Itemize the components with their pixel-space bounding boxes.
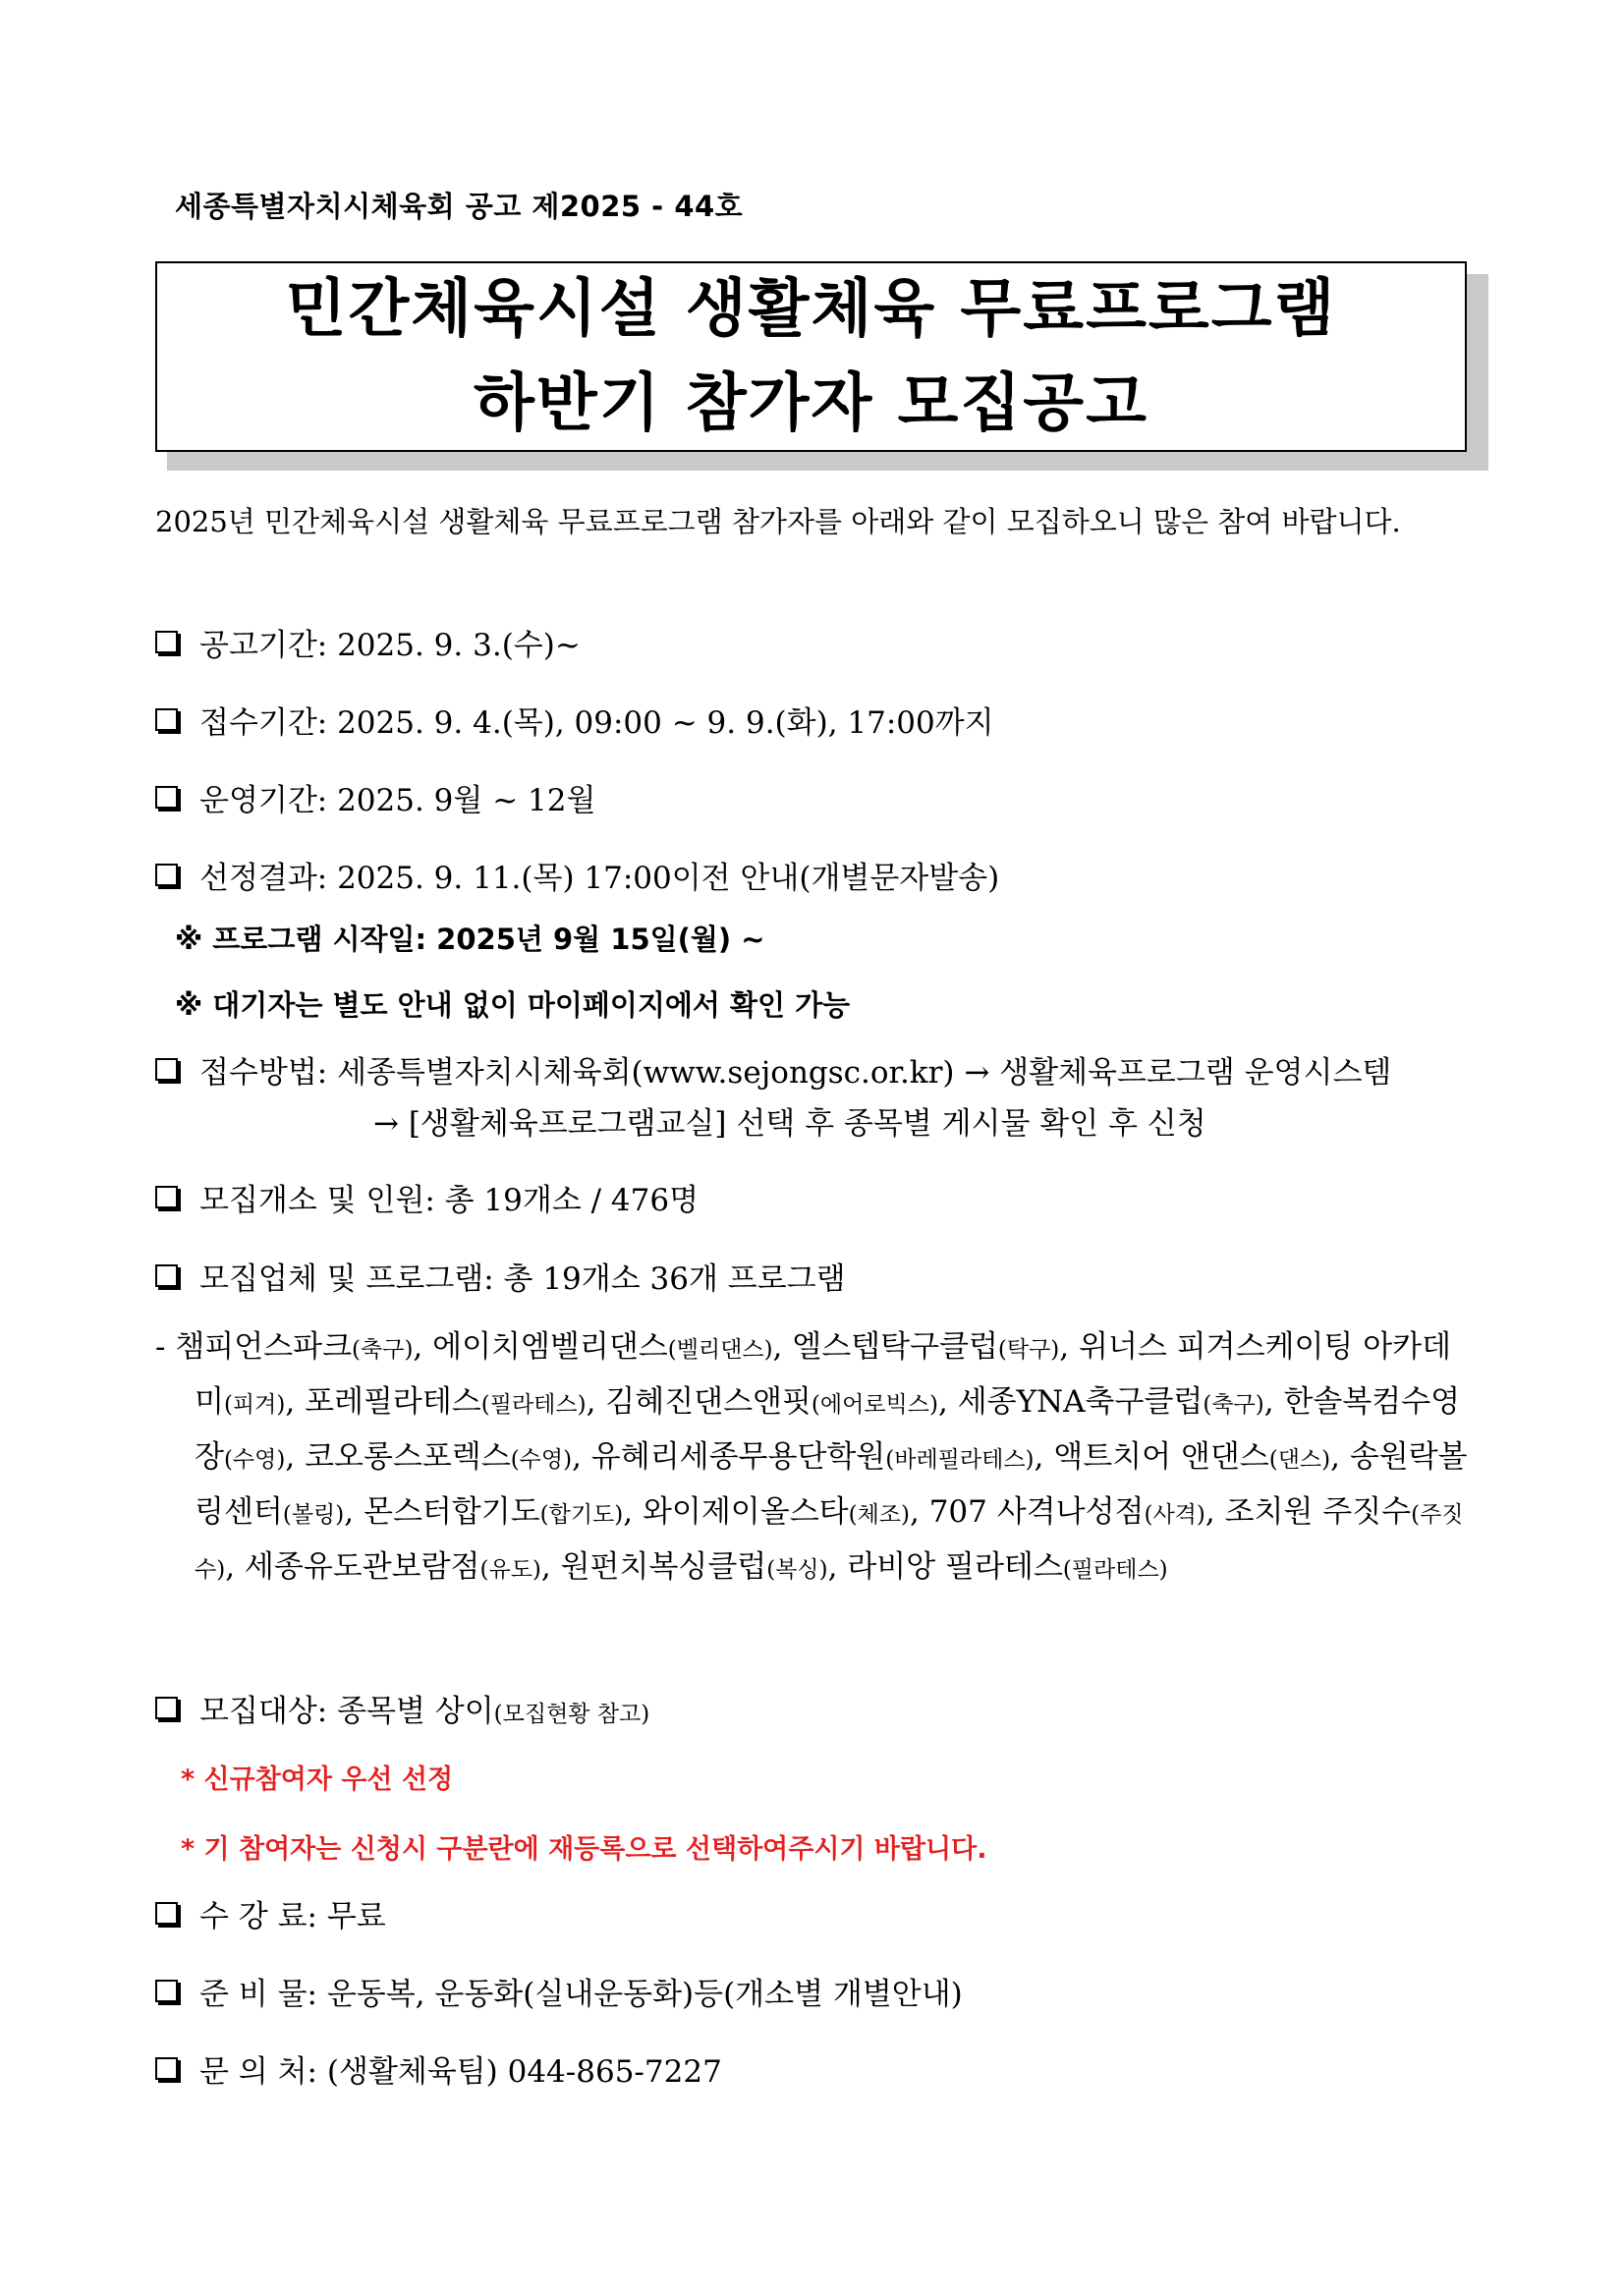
item-recruit-count: [155, 1175, 699, 1219]
separator: ,: [285, 1384, 306, 1420]
facility-item: [929, 1494, 1225, 1530]
checkbox-bullet-icon: [155, 708, 178, 731]
facility-item: [561, 1549, 848, 1585]
facility-name: 라비앙 필라테스: [847, 1549, 1063, 1585]
facility-sport: (사격): [1144, 1502, 1205, 1528]
facility-list: [155, 1321, 1472, 1596]
title-line-1: 민간체육시설 생활체육 무료프로그램: [285, 273, 1337, 346]
facility-item: [847, 1549, 1167, 1585]
item-fee: [155, 1891, 386, 1935]
facility-item: [364, 1494, 643, 1530]
facility-sport: (주짓수): [195, 1502, 1464, 1583]
separator: ,: [1034, 1439, 1054, 1475]
item-supplies: [155, 1969, 963, 2013]
separator: ,: [586, 1384, 606, 1420]
facility-name: 김혜진댄스앤핏: [605, 1384, 812, 1420]
facility-name: 조치원 주짓수: [1224, 1494, 1412, 1530]
facility-name: 707 사격나성점: [928, 1494, 1145, 1530]
facility-sport: (체조): [848, 1502, 910, 1528]
item-text: 문 의 처: (생활체육팀) 044-865-7227: [199, 2054, 722, 2090]
separator: ,: [623, 1494, 643, 1530]
facility-sport: (댄스): [1268, 1447, 1331, 1473]
facility-name: 세종유도관보람점: [244, 1549, 480, 1585]
item-operation-period: [155, 775, 595, 819]
facility-item: [305, 1384, 605, 1420]
separator: ,: [572, 1439, 591, 1475]
red-note-returning-participants: * 기 참여자는 신청시 구분란에 재등록으로 선택하여주시기 바랍니다.: [181, 1834, 987, 1865]
separator: ,: [909, 1494, 929, 1530]
item-contact: [155, 2046, 722, 2091]
separator: ,: [937, 1384, 958, 1420]
facility-sport: (볼링): [282, 1502, 345, 1528]
facility-sport: (수영): [510, 1447, 573, 1473]
item-recruit-target: [155, 1686, 649, 1730]
checkbox-bullet-icon: [155, 1697, 178, 1719]
item-text: 모집업체 및 프로그램: 총 19개소 36개 프로그램: [199, 1261, 846, 1297]
facility-name: 원펀치복싱클럽: [560, 1549, 767, 1585]
separator: ,: [1263, 1384, 1284, 1420]
checkbox-bullet-icon: [155, 1186, 178, 1208]
facility-item: [1053, 1439, 1350, 1475]
intro-paragraph: 2025년 민간체육시설 생활체육 무료프로그램 참가자를 아래와 같이 모집하오니 많은 참여 바랍니다.: [155, 505, 1401, 538]
note-waitlist: ※ 대기자는 별도 안내 없이 마이페이지에서 확인 가능: [175, 988, 851, 1022]
checkbox-bullet-icon: [155, 2057, 178, 2080]
facility-name: 세종YNA축구클럽: [957, 1384, 1204, 1420]
facility-name: 와이제이올스타: [642, 1494, 849, 1530]
item-text: 공고기간: 2025. 9. 3.(수)~: [199, 628, 581, 663]
facility-item: [432, 1329, 792, 1365]
checkbox-bullet-icon: [155, 1902, 178, 1925]
separator: ,: [1330, 1439, 1350, 1475]
separator: ,: [344, 1494, 364, 1530]
item-recruit-programs: [155, 1254, 846, 1298]
facility-name: 엘스텝탁구클럽: [792, 1329, 998, 1365]
facility-name: 송원락볼링센터: [195, 1439, 1468, 1530]
checkbox-bullet-icon: [155, 786, 178, 809]
facility-sport: (축구): [1203, 1392, 1264, 1418]
item-text: 모집대상: 종목별 상이: [199, 1694, 494, 1729]
facility-item: [958, 1384, 1284, 1420]
facility-sport: (벨리댄스): [667, 1337, 773, 1363]
list-dash: -: [155, 1329, 176, 1365]
item-text: 접수방법: 세종특별자치시체육회(www.sejongsc.or.kr) → 생활체육프로그램 운영시스템: [199, 1055, 1392, 1091]
item-selection-result: [155, 853, 999, 897]
item-reception-period: [155, 698, 994, 742]
facility-item: [605, 1384, 957, 1420]
facility-name: 액트치어 앤댄스: [1053, 1439, 1269, 1475]
facility-paragraph: [155, 1321, 1472, 1596]
facility-sport: (에어로빅스): [811, 1392, 938, 1418]
item-text: 준 비 물: 운동복, 운동화(실내운동화)등(개소별 개별안내): [199, 1977, 963, 2012]
facility-item: [792, 1329, 1079, 1365]
item-text: 수 강 료: 무료: [199, 1899, 386, 1934]
facility-name: 몬스터합기도: [363, 1494, 540, 1530]
separator: ,: [827, 1549, 848, 1585]
separator: ,: [772, 1329, 793, 1365]
item-text: 접수기간: 2025. 9. 4.(목), 09:00 ~ 9. 9.(화), 17:00까지: [199, 705, 994, 741]
facility-sport: (합기도): [539, 1502, 624, 1528]
separator: ,: [285, 1439, 306, 1475]
item-reception-method: [155, 1047, 1391, 1092]
checkbox-bullet-icon: [155, 1980, 178, 2002]
checkbox-bullet-icon: [155, 1058, 178, 1081]
facility-name: 코오롱스포렉스: [305, 1439, 511, 1475]
facility-name: 위너스 피겨스케이팅 아카데미: [195, 1329, 1452, 1420]
facility-sport: (바레필라테스): [885, 1447, 1035, 1473]
checkbox-bullet-icon: [155, 1264, 178, 1287]
checkbox-bullet-icon: [155, 864, 178, 886]
facility-item: [643, 1494, 929, 1530]
facility-sport: (축구): [352, 1337, 414, 1363]
facility-item: [175, 1329, 432, 1365]
target-note: (모집현황 참고): [493, 1702, 650, 1727]
checkbox-bullet-icon: [155, 631, 178, 653]
facility-sport: (유도): [479, 1557, 541, 1583]
facility-name: 유혜리세종무용단학원: [590, 1439, 886, 1475]
facility-name: 챔피언스파크: [175, 1329, 353, 1365]
facility-sport: (피겨): [223, 1392, 286, 1418]
facility-item: [591, 1439, 1053, 1475]
facility-name: 포레필라테스: [305, 1384, 481, 1420]
title-line-2: 하반기 참가자 모집공고: [474, 367, 1148, 440]
facility-item: [305, 1439, 591, 1475]
separator: ,: [1204, 1494, 1225, 1530]
facility-name: 에이치엠벨리댄스: [432, 1329, 668, 1365]
separator: ,: [413, 1329, 433, 1365]
facility-item: [245, 1549, 561, 1585]
separator: ,: [225, 1549, 245, 1585]
item-text: 모집개소 및 인원: 총 19개소 / 476명: [199, 1183, 700, 1218]
item-reception-method-line2: → [생활체육프로그램교실] 선택 후 종목별 게시물 확인 후 신청: [373, 1106, 1206, 1142]
note-program-start: ※ 프로그램 시작일: 2025년 9월 15일(월) ~: [175, 923, 765, 956]
facility-sport: (복싱): [766, 1557, 828, 1583]
separator: ,: [540, 1549, 561, 1585]
item-text: 선정결과: 2025. 9. 11.(목) 17:00이전 안내(개별문자발송): [199, 861, 1000, 896]
facility-sport: (수영): [223, 1447, 286, 1473]
title-box: [155, 261, 1467, 452]
facility-name: 한솔복컴수영장: [195, 1384, 1461, 1475]
notice-number: 세종특별자치시체육회 공고 제2025 - 44호: [175, 190, 744, 223]
facility-sport: (필라테스): [480, 1392, 587, 1418]
item-announcement-period: [155, 620, 581, 664]
red-note-new-participants: * 신규참여자 우선 선정: [181, 1764, 454, 1795]
facility-sport: (탁구): [997, 1337, 1060, 1363]
facility-sport: (필라테스): [1062, 1557, 1168, 1583]
separator: ,: [1059, 1329, 1079, 1365]
item-text: 운영기간: 2025. 9월 ~ 12월: [199, 783, 596, 818]
